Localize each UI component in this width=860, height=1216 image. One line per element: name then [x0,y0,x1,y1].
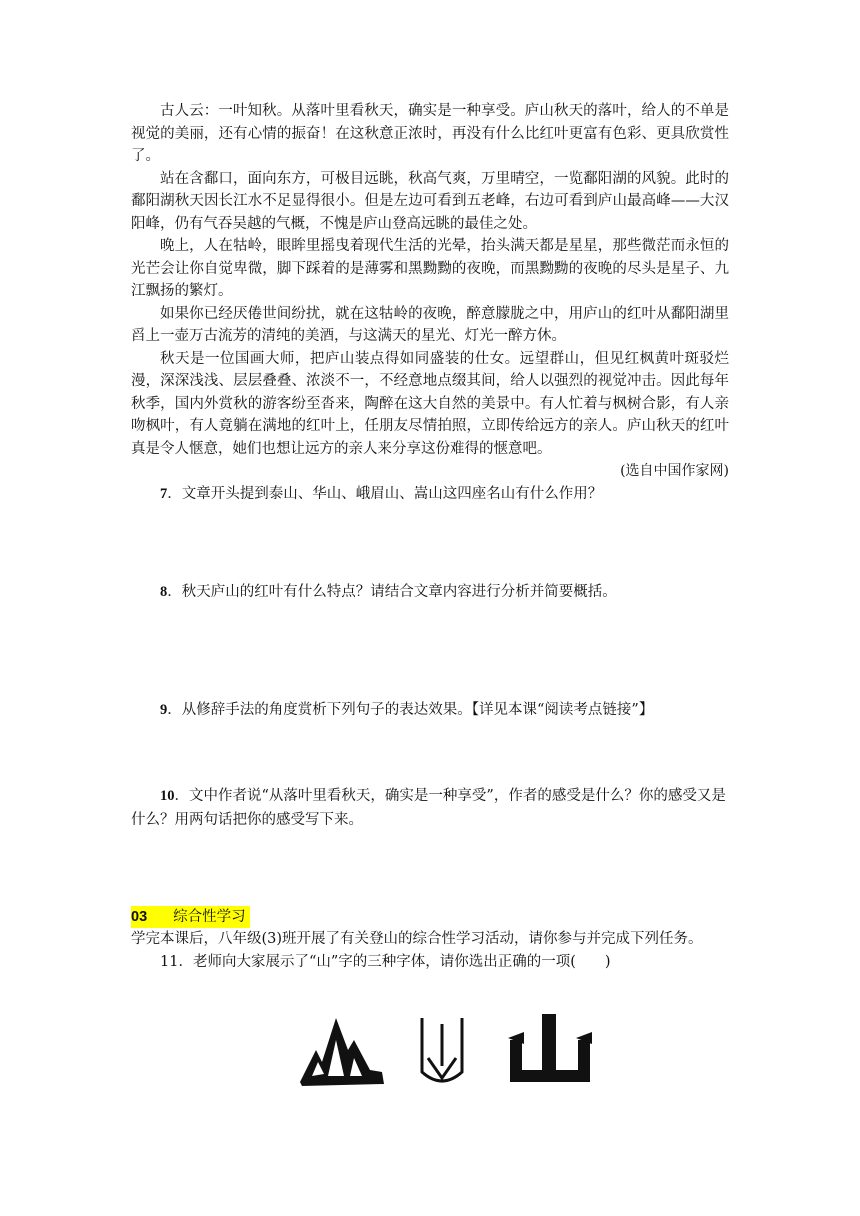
question-10 [131,784,729,832]
article-paragraph: 如果你已经厌倦世间纷扰，就在这牯岭的夜晚，醉意朦胧之中，用庐山的红叶从鄱阳湖里舀上一壶万古流芳的清纯的美酒，与这满天的星光、灯光一醉方休。 [131,305,729,344]
section-title: 综合性学习 [173,909,246,925]
question-number: 10 [160,788,175,804]
section-intro: 学完本课后，八年级(3)班开展了有关登山的综合性学习活动，请你参与并完成下列任务。 [131,931,703,947]
article-paragraph: 秋天是一位国画大师，把庐山装点得如同盛装的仕女。远望群山，但见红枫黄叶斑驳烂漫，深深浅浅、层层叠叠、浓淡不一，不经意地点缀其间，给人以强烈的视觉冲击。因此每年秋季，国内外赏秋的游客纷至沓来，陶醉在这大自然的美景中。有人忙着与枫树合影，有人亲吻枫叶，有人竟躺在满地的红叶上，任朋友尽情拍照，立即传给远方的亲人。庐山秋天的红叶真是令人惬意，她们也想让远方的亲人来分享这份难得的惬意吧。 [131,350,729,457]
question-number: 8 [160,584,168,600]
section-number: 03 [131,909,148,925]
question-text: ．文章开头提到泰山、华山、峨眉山、嵩山这四座名山有什么作用？ [167,486,603,502]
regular-script-shan-glyph [508,1014,592,1082]
question-text: ．文中作者说“从落叶里看秋天，确实是一种享受”，作者的感受是什么？你的感受又是什么？用两句话把你的感受写下来。 [131,788,726,828]
question-9 [131,698,729,722]
question-text: ．秋天庐山的红叶有什么特点？请结合文章内容进行分析并简要概括。 [167,584,617,600]
document-page [131,100,729,974]
article-source: (选自中国作家网) [620,463,729,479]
answer-space [131,506,729,580]
seal-script-shan-glyph [422,1018,462,1081]
answer-space [131,722,729,784]
question-8 [131,580,729,604]
answer-space [131,832,729,906]
article-paragraph: 站在含鄱口，面向东方，可极目远眺，秋高气爽，万里晴空，一览鄱阳湖的风貌。此时的鄱阳湖秋天因长江水不足显得很小。但是左边可看到五老峰，右边可看到庐山最高峰——大汉阳峰，仍有气吞吴越的气概，不愧是庐山登高远眺的最佳之处。 [131,170,729,232]
article-paragraph: 古人云：一叶知秋。从落叶里看秋天，确实是一种享受。庐山秋天的落叶，给人的不单是视觉的美丽，还有心情的振奋！在这秋意正浓时，再没有什么比红叶更富有色彩、更具欣赏性了。 [131,103,729,164]
question-text: ．从修辞手法的角度赏析下列句子的表达效果。【详见本课“阅读考点链接”】 [167,702,654,718]
question-7 [131,482,729,506]
shan-glyph-figure [296,1010,596,1090]
oracle-script-shan-glyph [300,1018,384,1086]
question-number: 9 [160,702,168,718]
section-heading [131,906,250,928]
question-number: 7 [160,486,168,502]
answer-space [131,604,729,698]
article-paragraph: 晚上，人在牯岭，眼眸里摇曳着现代生活的光晕，抬头满天都是星星，那些微茫而永恒的光芒会让你自觉卑微，脚下踩着的是薄雾和黑黝黝的夜晚，而黑黝黝的夜晚的尽头是星子、九江飘扬的繁灯。 [131,238,729,299]
question-11: 11．老师向大家展示了“山”字的三种字体，请你选出正确的一项( ) [160,954,611,970]
